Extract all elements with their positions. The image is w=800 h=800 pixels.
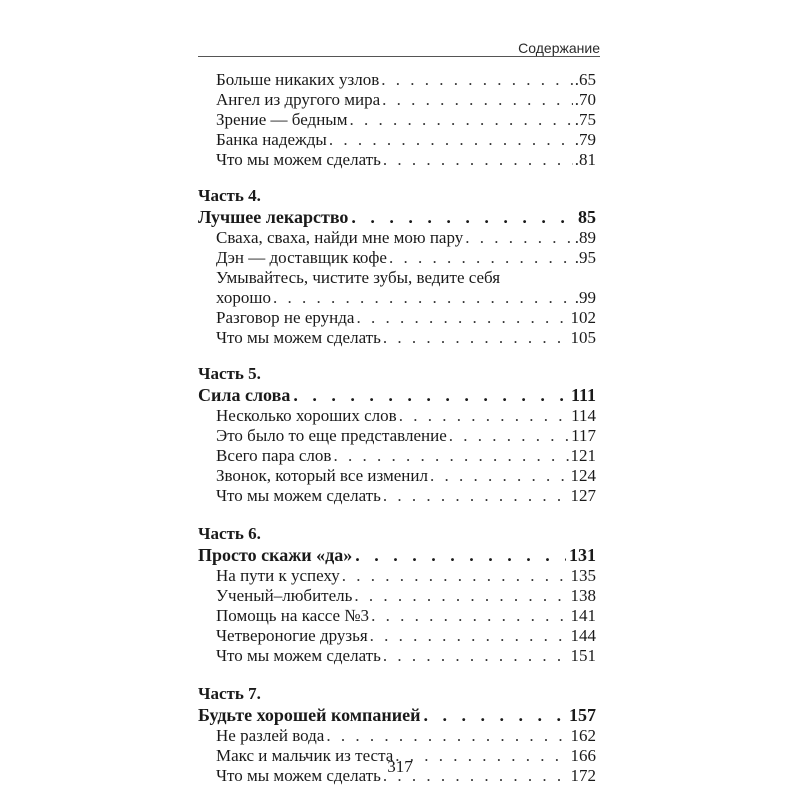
running-header (198, 38, 600, 62)
toc-entry: На пути к успеху . . . 135 (216, 566, 596, 586)
toc-entry: Что мы можем сделать . . . 105 (216, 328, 596, 348)
page-number: 317 (387, 757, 413, 776)
toc-entry: Ученый–любитель . . . 138 (216, 586, 596, 606)
toc-entry: Больше никаких узлов . . . .65 (216, 70, 596, 90)
part-label: Часть 7. (198, 684, 261, 703)
toc-entry: Сваха, сваха, найди мне мою пару . . . .89 (216, 228, 596, 248)
toc-entry: Всего пара слов . . . 121 (216, 446, 596, 466)
table-of-contents (198, 70, 596, 786)
part-title: Просто скажи «да» . . . 131 (198, 544, 596, 566)
toc-entry: Звонок, который все изменил . . . 124 (216, 466, 596, 486)
part-title: Лучшее лекарство . . . 85 (198, 206, 596, 228)
toc-entry: Что мы можем сделать . . . .81 (216, 150, 596, 170)
toc-entry: Что мы можем сделать . . . 172 (216, 766, 596, 786)
part-label: Часть 5. (198, 364, 261, 383)
toc-entry: Что мы можем сделать . . . 151 (216, 646, 596, 666)
part-title: Будьте хорошей компанией . . . 157 (198, 704, 596, 726)
toc-entry: Дэн — доставщик кофе . . . .95 (216, 248, 596, 268)
toc-entry: Разговор не ерунда . . . 102 (216, 308, 596, 328)
header-rule (198, 56, 600, 57)
toc-entry: Это было то еще представление . . . 117 (216, 426, 596, 446)
toc-entry: Ангел из другого мира . . . .70 (216, 90, 596, 110)
running-header-title: Содержание (518, 40, 600, 56)
toc-entry: Не разлей вода . . . 162 (216, 726, 596, 746)
part-label: Часть 4. (198, 186, 261, 205)
toc-entry: Банка надежды . . . .79 (216, 130, 596, 150)
toc-entry: Четвероногие друзья . . . 144 (216, 626, 596, 646)
part-title: Сила слова . . . 111 (198, 384, 596, 406)
toc-entry: Зрение — бедным . . . .75 (216, 110, 596, 130)
part-label: Часть 6. (198, 524, 261, 543)
toc-entry: Умывайтесь, чистите зубы, ведите себя хорошо . . . .99 (216, 268, 596, 308)
toc-entry: Что мы можем сделать . . . 127 (216, 486, 596, 506)
toc-entry: Помощь на кассе №3 . . . 141 (216, 606, 596, 626)
toc-entry: Несколько хороших слов . . . 114 (216, 406, 596, 426)
toc-entry: Макс и мальчик из теста . . . 166 (216, 746, 596, 766)
